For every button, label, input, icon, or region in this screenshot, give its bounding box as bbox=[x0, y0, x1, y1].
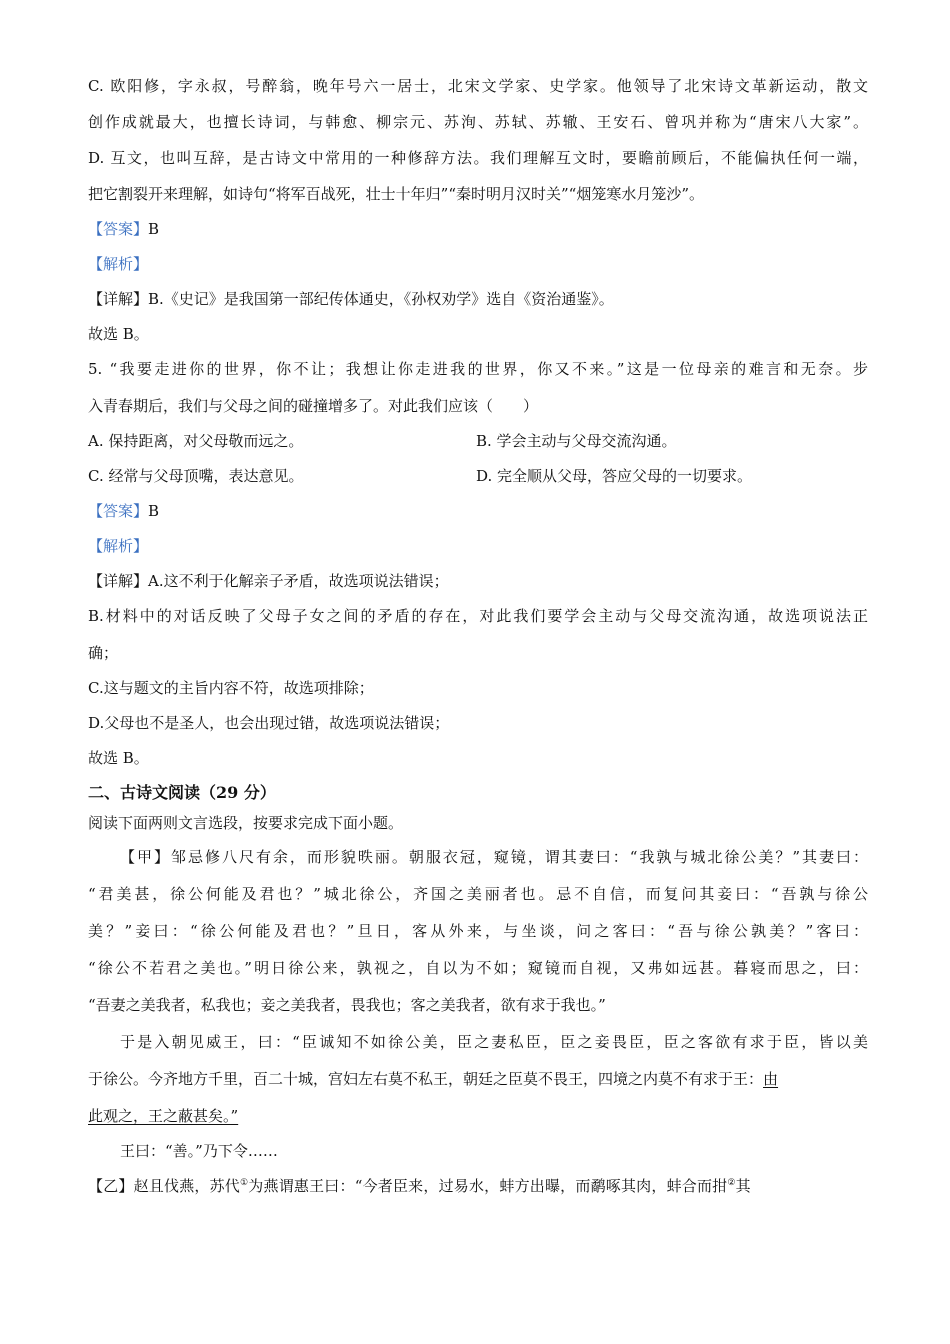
q4-option-d-line2: 把它割裂开来理解，如诗句“将军百战死，壮士十年归”“秦时明月汉时关”“烟笼寒水月笼沙”。 bbox=[88, 185, 705, 203]
q4-option-c-line1: C. 欧阳修，字永叔，号醉翁，晚年号六一居士，北宋文学家、史学家。他领导了北宋诗文革新运动，散文 bbox=[88, 77, 868, 95]
q5-detail-c: C.这与题文的主旨内容不符，故选项排除； bbox=[88, 679, 374, 697]
passage-jia-line1: 【甲】邹忌修八尺有余，而形貌昳丽。朝服衣冠，窥镜，谓其妻曰：“我孰与城北徐公美？”其妻曰： bbox=[120, 848, 868, 866]
passage-p2-line3 bbox=[88, 1105, 868, 1127]
q4-option-d-line1: D. 互文，也叫互辞，是古诗文中常用的一种修辞方法。我们理解互文时，要瞻前顾后，不能偏执任何一端， bbox=[88, 149, 868, 167]
q5-option-a: A. 保持距离，对父母敬而远之。 bbox=[88, 432, 304, 450]
passage-p2-line2 bbox=[88, 1068, 868, 1090]
passage-p2-line2-text: 于徐公。今齐地方千里，百二十城，宫妇左右莫不私王，朝廷之臣莫不畏王，四境之内莫不有求于王： bbox=[88, 1070, 764, 1088]
q4-option-c-line2: 创作成就最大，也擅长诗词，与韩愈、柳宗元、苏洵、苏轼、苏辙、王安石、曾巩并称为“唐宋八大家”。 bbox=[88, 113, 868, 131]
q5-option-b: B. 学会主动与父母交流沟通。 bbox=[476, 432, 677, 450]
q5-detail-a: 【详解】A.这不利于化解亲子矛盾，故选项说法错误； bbox=[88, 572, 449, 590]
passage-p2-line1: 于是入朝见威王，曰：“臣诚知不如徐公美，臣之妻私臣，臣之妾畏臣，臣之客欲有求于臣，皆以美 bbox=[120, 1033, 868, 1051]
passage-yi-part2: 为燕谓惠王曰：“今者臣来，过易水，蚌方出曝，而鹬啄其肉，蚌合而拑 bbox=[248, 1177, 728, 1195]
q4-conclusion: 故选 B。 bbox=[88, 325, 149, 343]
q4-detail: 【详解】B.《史记》是我国第一部纪传体通史，《孙权劝学》选自《资治通鉴》。 bbox=[88, 290, 614, 308]
q5-option-c: C. 经常与父母顶嘴，表达意见。 bbox=[88, 467, 304, 485]
passage-p3: 王曰：“善。”乃下令…… bbox=[120, 1142, 278, 1160]
q5-option-d: D. 完全顺从父母，答应父母的一切要求。 bbox=[476, 467, 753, 485]
underlined-sentence-end: ” bbox=[230, 1107, 239, 1125]
passage-yi-line1 bbox=[88, 1175, 878, 1197]
footnote-marker-1: ① bbox=[240, 1178, 249, 1188]
passage-jia-line3: 美？”妾曰：“徐公何能及君也？”旦日，客从外来，与坐谈，问之客曰：“吾与徐公孰美？”客曰： bbox=[88, 922, 868, 940]
passage-jia-line2: “君美甚，徐公何能及君也？”城北徐公，齐国之美丽者也。忌不自信，而复问其妾曰：“吾孰与徐公 bbox=[88, 885, 868, 903]
q4-answer bbox=[88, 218, 868, 240]
answer-tag: 【答案】 bbox=[88, 502, 149, 520]
q5-answer bbox=[88, 500, 868, 522]
passage-jia-line5: “吾妻之美我者，私我也；妾之美我者，畏我也；客之美我者，欲有求于我也。” bbox=[88, 996, 606, 1014]
footnote-marker-2: ② bbox=[727, 1178, 736, 1188]
passage-jia-line4: “徐公不若君之美也。”明日徐公来，孰视之，自以为不如；窥镜而自视，又弗如远甚。暮寝而思之，曰： bbox=[88, 959, 868, 977]
q5-stem-line1: 5. “我要走进你的世界，你不让；我想让你走进我的世界，你又不来。”这是一位母亲的难言和无奈。步 bbox=[88, 360, 868, 378]
q5-stem-line2: 入青春期后，我们与父母之间的碰撞增多了。对此我们应该（ ） bbox=[88, 397, 539, 415]
section-instruction: 阅读下面两则文言选段，按要求完成下面小题。 bbox=[88, 814, 404, 832]
q5-conclusion: 故选 B。 bbox=[88, 749, 149, 767]
answer-tag: 【答案】 bbox=[88, 220, 149, 238]
q5-detail-b-line2: 确； bbox=[88, 644, 119, 662]
passage-yi-part3: 其 bbox=[735, 1177, 751, 1195]
passage-yi-part1: 【乙】赵且伐燕，苏代 bbox=[88, 1177, 241, 1195]
underlined-sentence-start: 由 bbox=[763, 1070, 779, 1088]
section-heading: 二、古诗文阅读（29 分） bbox=[88, 783, 276, 802]
q5-detail-b-line1: B.材料中的对话反映了父母子女之间的矛盾的存在，对此我们要学会主动与父母交流沟通，故选项说法正 bbox=[88, 607, 868, 625]
answer-value: B bbox=[148, 220, 160, 238]
answer-value: B bbox=[148, 502, 160, 520]
q5-detail-d: D.父母也不是圣人，也会出现过错，故选项说法错误； bbox=[88, 714, 450, 732]
q5-analysis-tag: 【解析】 bbox=[88, 537, 149, 555]
underlined-sentence: 此观之，王之蔽甚矣。 bbox=[88, 1107, 231, 1125]
q4-analysis-tag: 【解析】 bbox=[88, 255, 149, 273]
